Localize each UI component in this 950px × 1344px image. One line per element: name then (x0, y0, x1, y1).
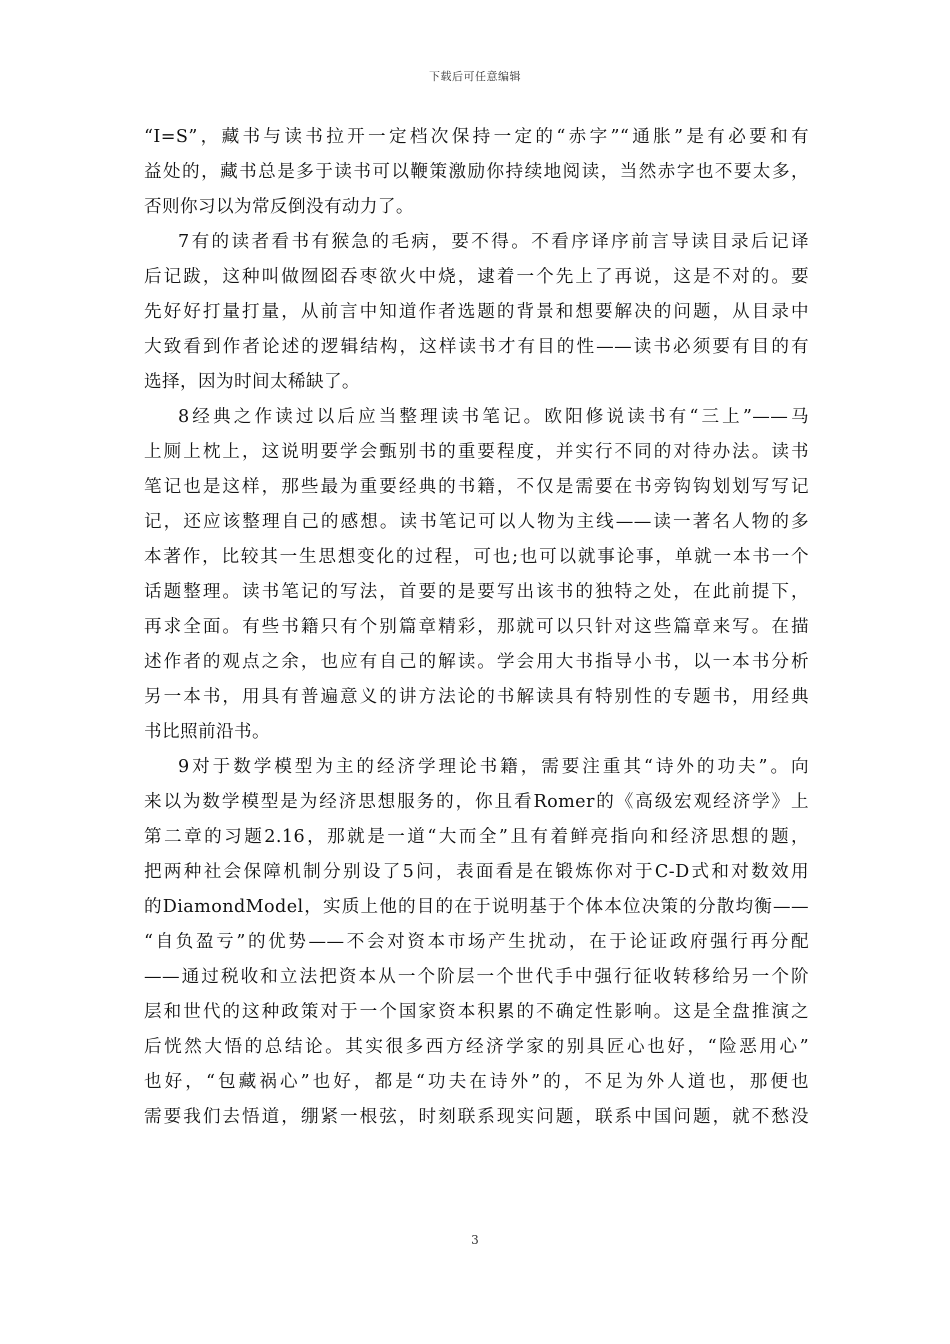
text-line: 笔记也是这样，那些最为重要经典的书籍，不仅是需要在书旁钩钩划划写写记 (144, 477, 809, 497)
text-line: 本著作，比较其一生思想变化的过程，可也;也可以就事论事，单就一本书一个 (144, 547, 809, 567)
text-line: ——通过税收和立法把资本从一个阶层一个世代手中强行征收转移给另一个阶 (144, 967, 809, 987)
text-line: 书比照前沿书。 (144, 722, 270, 742)
paragraph-6-end (144, 120, 809, 225)
page-header: 下载后可任意编辑 (429, 70, 521, 83)
text-line: 另一本书，用具有普遍意义的讲方法论的书解读具有特别性的专题书，用经典 (144, 687, 809, 707)
text-line: 9对于数学模型为主的经济学理论书籍，需要注重其“诗外的功夫”。向 (178, 757, 809, 777)
text-line: 的DiamondModel，实质上他的目的在于说明基于个体本位决策的分散均衡—— (144, 897, 809, 917)
document-body (144, 120, 809, 1135)
text-line: “I=S”，藏书与读书拉开一定档次保持一定的“赤字”“通胀”是有必要和有 (144, 127, 809, 147)
paragraph-8 (144, 400, 809, 750)
text-line: 来以为数学模型是为经济思想服务的，你且看Romer的《高级宏观经济学》上 (144, 792, 809, 812)
text-line: 层和世代的这种政策对于一个国家资本积累的不确定性影响。这是全盘推演之 (144, 1002, 809, 1022)
text-line: 先好好打量打量，从前言中知道作者选题的背景和想要解决的问题，从目录中 (144, 302, 809, 322)
text-line: 后恍然大悟的总结论。其实很多西方经济学家的别具匠心也好，“险恶用心” (144, 1037, 809, 1057)
text-line: 上厕上枕上，这说明要学会甄别书的重要程度，并实行不同的对待办法。读书 (144, 442, 809, 462)
text-line: 后记跋，这种叫做囫囵吞枣欲火中烧，逮着一个先上了再说，这是不对的。要 (144, 267, 809, 287)
text-line: 记，还应该整理自己的感想。读书笔记可以人物为主线——读一著名人物的多 (144, 512, 809, 532)
text-line: “自负盈亏”的优势——不会对资本市场产生扰动，在于论证政府强行再分配 (144, 932, 809, 952)
text-line: 再求全面。有些书籍只有个别篇章精彩，那就可以只针对这些篇章来写。在描 (144, 617, 809, 637)
text-line: 否则你习以为常反倒没有动力了。 (144, 197, 414, 217)
text-line: 选择，因为时间太稀缺了。 (144, 372, 360, 392)
text-line: 7有的读者看书有猴急的毛病，要不得。不看序译序前言导读目录后记译 (178, 232, 809, 252)
text-line: 8经典之作读过以后应当整理读书笔记。欧阳修说读书有“三上”——马 (178, 407, 809, 427)
paragraph-7 (144, 225, 809, 400)
page-number: 3 (471, 1233, 479, 1247)
text-line: 也好，“包藏祸心”也好，都是“功夫在诗外”的，不足为外人道也，那便也 (144, 1072, 809, 1092)
text-line: 第二章的习题2.16，那就是一道“大而全”且有着鲜亮指向和经济思想的题， (144, 827, 809, 847)
paragraph-9 (144, 750, 809, 1135)
text-line: 大致看到作者论述的逻辑结构，这样读书才有目的性——读书必须要有目的有 (144, 337, 809, 357)
text-line: 述作者的观点之余，也应有自己的解读。学会用大书指导小书，以一本书分析 (144, 652, 809, 672)
text-line: 话题整理。读书笔记的写法，首要的是要写出该书的独特之处，在此前提下， (144, 582, 809, 602)
text-line: 需要我们去悟道，绷紧一根弦，时刻联系现实问题，联系中国问题，就不愁没 (144, 1107, 809, 1127)
text-line: 把两种社会保障机制分别设了5问，表面看是在锻炼你对于C-D式和对数效用 (144, 862, 809, 882)
text-line: 益处的，藏书总是多于读书可以鞭策激励你持续地阅读，当然赤字也不要太多， (144, 162, 809, 182)
